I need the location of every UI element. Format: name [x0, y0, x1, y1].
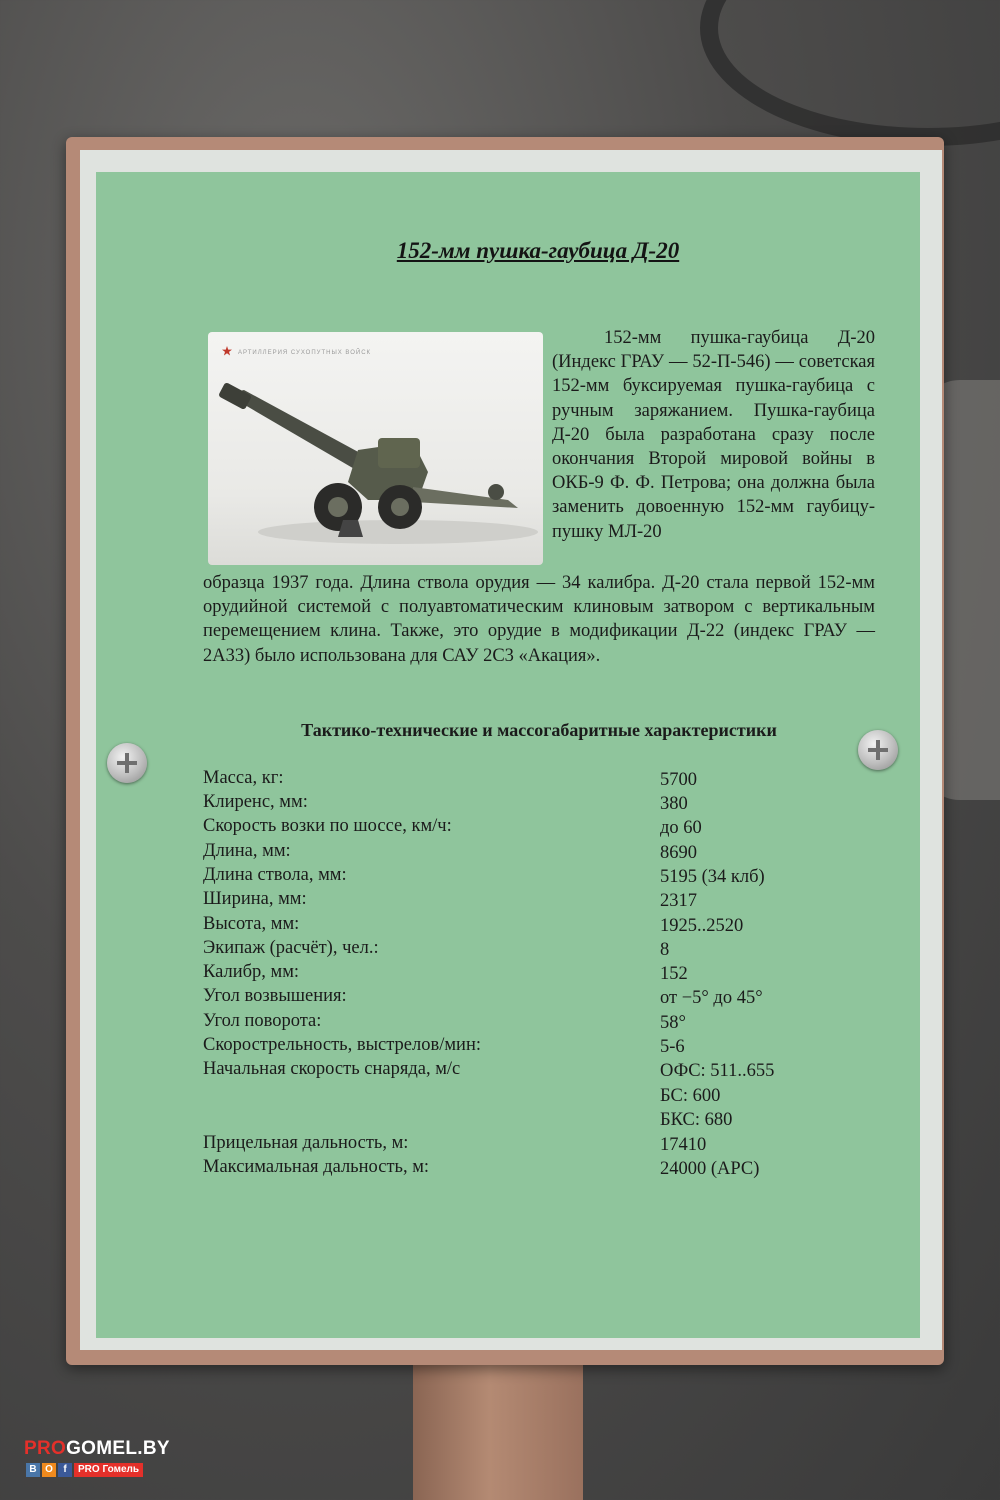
watermark-brand-rest: GOMEL.BY [66, 1438, 170, 1459]
spec-label: Ширина, мм: [203, 889, 307, 909]
spec-value: 24000 (АРС) [660, 1159, 760, 1179]
photo-caption: АРТИЛЛЕРИЯ СУХОПУТНЫХ ВОЙСК [238, 350, 372, 356]
spec-row [203, 1108, 875, 1132]
spec-value: 1925..2520 [660, 916, 744, 936]
spec-row [203, 768, 875, 792]
spec-row [203, 986, 875, 1010]
spec-label: Максимальная дальность, м: [203, 1157, 430, 1177]
spec-value: 8690 [660, 843, 697, 863]
spec-value: БС: 600 [660, 1086, 721, 1106]
plaque-title: 152-мм пушка-гаубица Д-20 [396, 238, 680, 263]
spec-row [203, 889, 875, 913]
spec-row [203, 962, 875, 986]
intro-paragraph-part1: 152-мм пушка-гаубица Д-20 (Индекс ГРАУ — 52-П-546) — советская 152-мм буксируемая пушка-гаубица с ручным заряжанием. Пушка-гаубица Д-20 была разработана сразу после окончания Второй мировой войны в ОКБ-9 Ф. Ф. Петрова; она должна была заменить довоенную 152-мм гаубицу-пушку МЛ-20 [552, 328, 875, 542]
spec-row [203, 914, 875, 938]
spec-label: Длина ствола, мм: [203, 865, 347, 885]
spec-label: Скорость возки по шоссе, км/ч: [203, 816, 452, 836]
spec-row [203, 1059, 875, 1083]
spec-value: 2317 [660, 891, 697, 911]
spec-row [203, 1035, 875, 1059]
screw-icon [107, 743, 147, 783]
spec-label: Экипаж (расчёт), чел.: [203, 938, 379, 958]
watermark-social-bar [26, 1463, 143, 1477]
spec-value: 5-6 [660, 1037, 685, 1057]
spec-row [203, 792, 875, 816]
howitzer-image [208, 332, 543, 565]
watermark-logo [24, 1438, 170, 1460]
spec-value: от −5° до 45° [660, 988, 763, 1008]
spec-row [203, 1084, 875, 1108]
intro-paragraph-part2: образца 1937 года. Длина ствола орудия — 34 калибра. Д-20 стала первой 152-мм орудийной системой с полуавтоматическим клиновым затвором с вертикальным перемещением клина. Также, это орудие в модификации Д-22 (индекс ГРАУ — 2А33) было использована для САУ 2С3 «Акация». [203, 573, 875, 666]
spec-value: 380 [660, 794, 688, 814]
spec-label: Прицельная дальность, м: [203, 1133, 409, 1153]
spec-label: Длина, мм: [203, 841, 291, 861]
spec-value: 17410 [660, 1135, 707, 1155]
spec-value: БКС: 680 [660, 1110, 733, 1130]
spec-row [203, 816, 875, 840]
spec-value: 152 [660, 964, 688, 984]
spec-row [203, 841, 875, 865]
spec-label: Масса, кг: [203, 768, 284, 788]
spec-value: до 60 [660, 818, 702, 838]
vk-icon: В [26, 1463, 40, 1477]
watermark-tag: PRO Гомель [74, 1463, 143, 1477]
facebook-icon: f [58, 1463, 72, 1477]
specs-heading: Тактико-технические и массогабаритные характеристики [301, 720, 777, 740]
spec-value: ОФС: 511..655 [660, 1061, 775, 1081]
wooden-post [413, 1360, 583, 1500]
spec-value: 8 [660, 940, 670, 960]
odnoklassniki-icon: О [42, 1463, 56, 1477]
spec-row [203, 938, 875, 962]
howitzer-photo-card [208, 332, 543, 565]
spec-label: Высота, мм: [203, 914, 300, 934]
spec-row [203, 1157, 875, 1181]
spec-value: 58° [660, 1013, 686, 1033]
spec-row [203, 1011, 875, 1035]
spec-label: Клиренс, мм: [203, 792, 308, 812]
spec-value: 5195 (34 клб) [660, 867, 765, 887]
spec-label: Калибр, мм: [203, 962, 300, 982]
spec-value: 5700 [660, 770, 697, 790]
spec-label: Скорострельность, выстрелов/мин: [203, 1035, 481, 1055]
spec-label: Угол возвышения: [203, 986, 347, 1006]
spec-label: Начальная скорость снаряда, м/с [203, 1059, 461, 1079]
spec-row [203, 865, 875, 889]
spec-row [203, 1133, 875, 1157]
spec-label: Угол поворота: [203, 1011, 322, 1031]
background-ring [700, 0, 1000, 146]
watermark-brand-accent: PRO [24, 1438, 67, 1459]
